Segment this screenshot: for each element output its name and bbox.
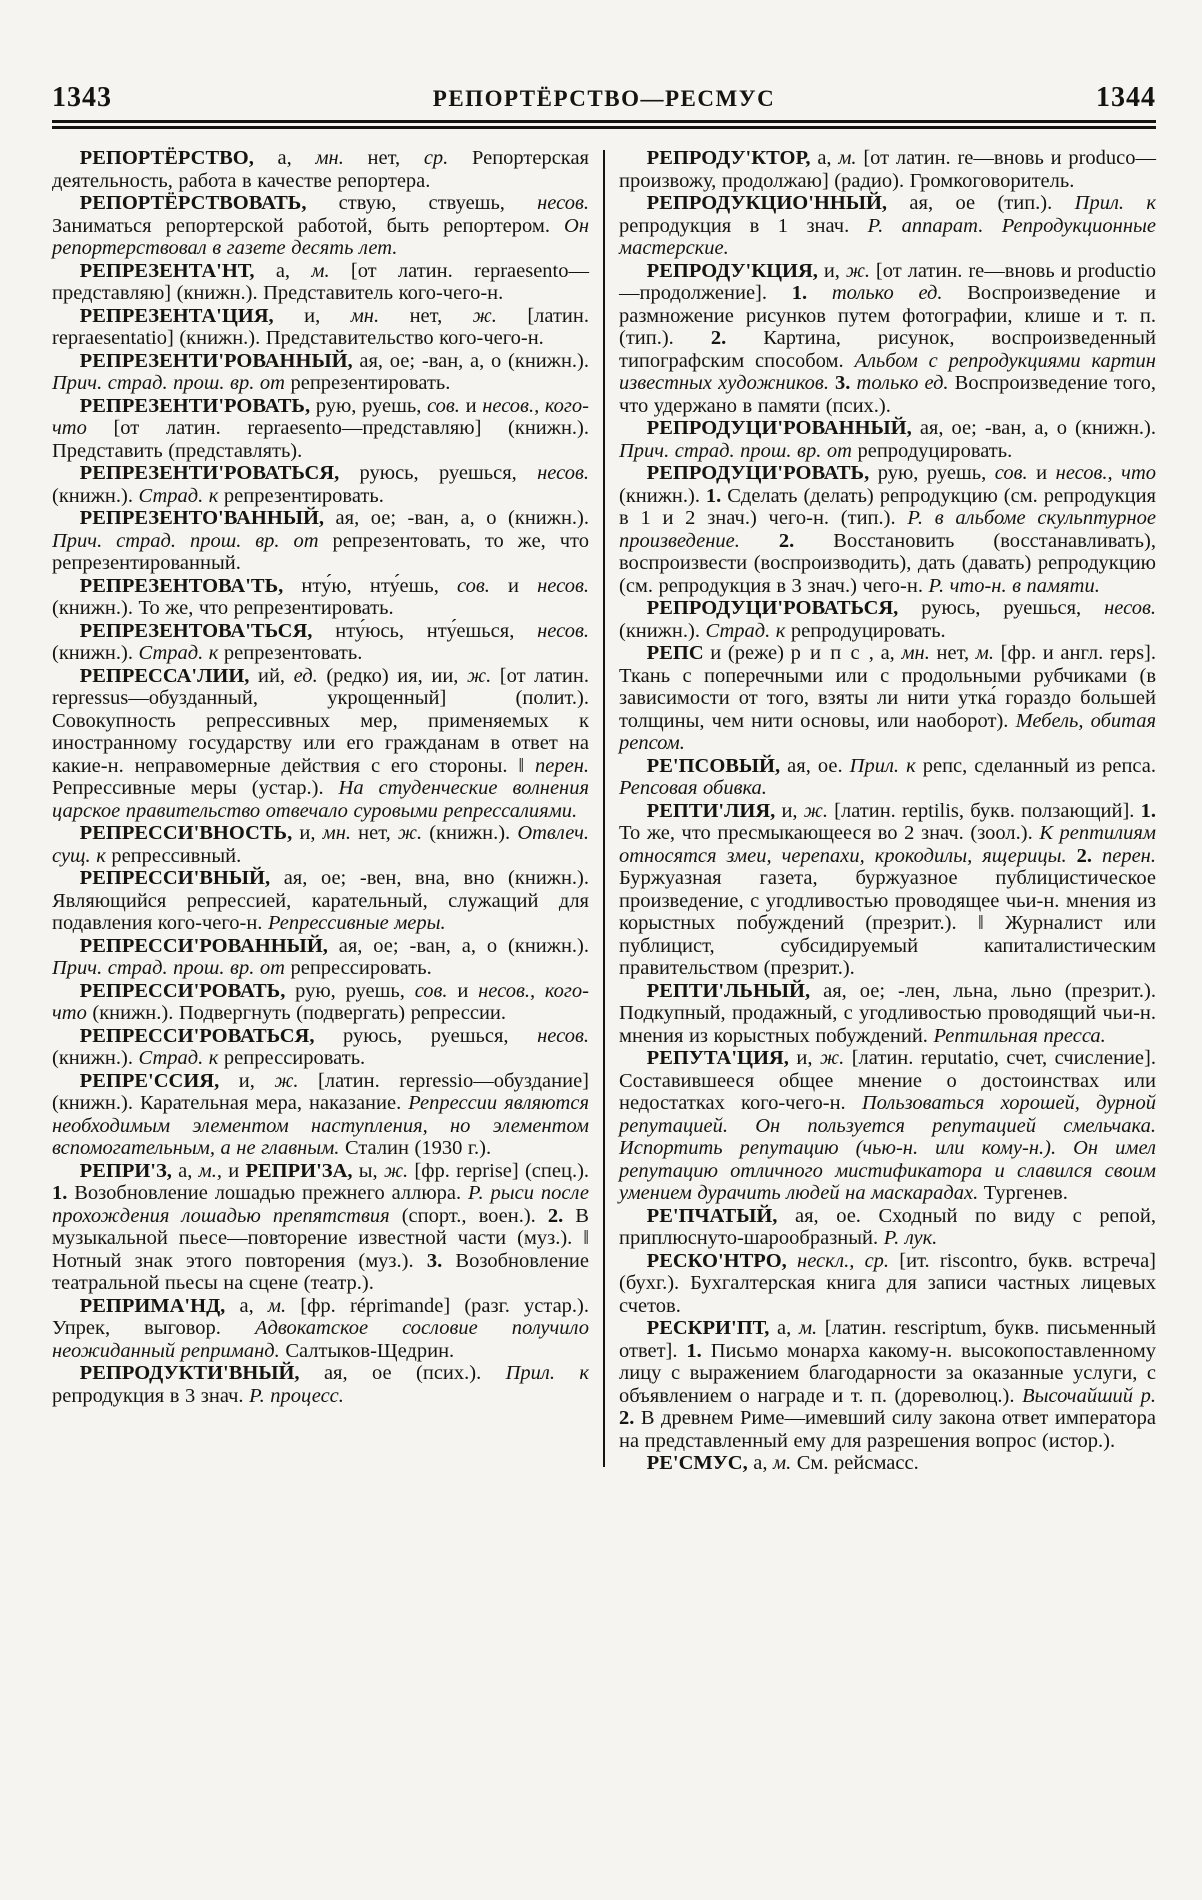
sense-number: 3.	[426, 1249, 443, 1272]
entry-text: Восстановить (восстанавливать), воспроизвести (воспроизводить), дать (давать) репродукцию (см. репродукция в 3 знач.) чего-н.	[619, 529, 1156, 597]
entry-text: Возобновление театральной пьесы на сцене (театр.).	[52, 1249, 589, 1294]
entry-text: Буржуазная газета, буржуазное публицистическое произведение, с угодливостью проводящее чьи-н. мнения из корыстных побуждений (презрит.). ‖ Журналист или публицист, субсидируемый капиталистическим правительством (презрит.).	[619, 867, 1156, 979]
entry-text: руюсь, руешься,	[898, 597, 1105, 619]
entry-text: а,	[254, 259, 312, 282]
italic-text: Страд. к	[138, 1047, 219, 1069]
entry-text: и,	[775, 799, 804, 822]
entry-text: ая, ое; -вен, вна, вно (книжн.). Являющийся репрессией, карательный, служащий для подавления кого-чего-н.	[52, 867, 589, 934]
italic-text: несов.	[537, 462, 589, 484]
entry-text: руюсь, руешься,	[339, 462, 538, 484]
entry-text: [фр. и англ. reps]. Ткань с поперечными или с продольными рубчиками (в зависимости от того, взяты ли нити утка́ гораздо большей толщины, чем нити основы, или наоборот).	[619, 642, 1156, 732]
headword: РЕПРЕССИ'ВНЫЙ,	[79, 867, 271, 889]
italic-text: Пользоваться хорошей, дурной репутацией. Он пользуется репутацией смельчака. Испортить репутацию (чью-н. или кому-н.). Он имел репутацию отличного мистификатора и славился своим умением дурачить людей на маскарадах.	[619, 1092, 1156, 1204]
entry-text: и	[222, 1159, 246, 1182]
italic-text: Отвлеч. сущ. к	[52, 822, 590, 867]
headword: РЕПРЕЗЕНТА'ЦИЯ,	[79, 304, 274, 327]
entry-text: ая, ое. Сходный по виду с репой, приплюснуто-шарообразный.	[619, 1204, 1156, 1249]
entry-text: Репортерская деятельность, работа в качестве репортера.	[52, 147, 589, 192]
headword: РЕПРИМА'НД,	[79, 1294, 226, 1317]
entry-text: (книжн.).	[619, 484, 706, 507]
dictionary-entry	[52, 980, 589, 1025]
entry-text: (книжн.). То же, что репрезентировать.	[52, 597, 394, 619]
dictionary-entry	[619, 1047, 1156, 1205]
entry-text: рую, руешь,	[310, 394, 428, 417]
italic-text: несов.	[537, 192, 589, 214]
headword-variant: РЕПРИ'ЗА,	[245, 1159, 353, 1182]
italic-text: ед.	[293, 664, 318, 687]
entry-text: [латин. reptilis, букв. ползающий].	[827, 799, 1141, 822]
entry-text: и,	[817, 259, 846, 282]
entry-text: ая, ое; -ван, а, о (книжн.).	[324, 507, 589, 529]
italic-text: Р. рыси после прохождения лошадью препятствия	[52, 1182, 589, 1227]
entry-text: (книжн.).	[52, 642, 139, 664]
dictionary-entry	[619, 597, 1156, 642]
dictionary-entry	[619, 755, 1156, 800]
entry-text: и,	[219, 1069, 275, 1092]
dictionary-entry	[619, 800, 1156, 980]
italic-text: перен.	[535, 754, 589, 777]
entry-text: Сделать (делать) репродукцию (см. репродукция в 1 и 2 знач.) чего-н. (тип.).	[619, 484, 1156, 529]
entry-text: и	[447, 979, 479, 1002]
dictionary-entry	[52, 665, 589, 823]
entry-text: Репрессивные меры (устар.).	[52, 777, 339, 799]
italic-text: мн.	[901, 642, 930, 664]
entry-text: рую, руешь,	[285, 979, 415, 1002]
italic-text: сов.	[414, 979, 448, 1002]
entry-text: репродукция в 3 знач.	[52, 1384, 250, 1407]
entry-text	[1067, 845, 1077, 867]
italic-text: ж.	[467, 664, 492, 687]
dictionary-entry	[52, 305, 589, 350]
entry-text: и	[459, 394, 483, 417]
sense-number: 1.	[791, 282, 808, 304]
headword: РЕПРЕЗЕНТОВА'ТЬСЯ,	[79, 619, 313, 642]
dictionary-entry	[619, 462, 1156, 597]
spaced-variant: рипс	[790, 642, 869, 664]
entry-text: а,	[747, 1452, 773, 1474]
italic-text: ср.	[423, 147, 449, 169]
headword: РЕСКО'НТРО,	[646, 1249, 787, 1272]
italic-text: несов., кого-что	[52, 394, 589, 439]
italic-text: несов.	[1104, 597, 1156, 619]
entry-text: и (реже)	[703, 642, 791, 664]
italic-text: ж.	[803, 799, 828, 822]
italic-text: перен.	[1101, 844, 1156, 867]
entry-text: репс, сделанный из репса.	[915, 754, 1156, 777]
italic-text: м.	[975, 642, 994, 664]
dictionary-entry	[52, 462, 589, 507]
dictionary-entry	[619, 1250, 1156, 1318]
dictionary-entry	[52, 1160, 589, 1295]
dictionary-entry	[619, 147, 1156, 192]
sense-number: 1.	[52, 1182, 68, 1204]
headword: РЕПТИ'ЛЬНЫЙ,	[646, 979, 811, 1002]
entry-text: В древнем Риме—имевший силу закона ответ императора на представленный ему для разрешения вопрос (истор.).	[619, 1407, 1156, 1452]
entry-text: репрезентовать.	[218, 642, 363, 664]
italic-text: Высочайший р.	[1022, 1384, 1156, 1407]
entry-text	[807, 282, 832, 304]
italic-text: только ед.	[856, 372, 949, 394]
dictionary-entry	[52, 395, 589, 463]
sense-number: 2.	[619, 1407, 635, 1429]
entry-text: и	[489, 574, 538, 597]
dictionary-entry	[52, 575, 589, 620]
italic-text: Страд. к	[705, 619, 786, 642]
headword: РЕПРИ'З,	[79, 1159, 172, 1182]
italic-text: Репсовая обивка.	[619, 777, 767, 799]
dictionary-entry	[52, 147, 589, 192]
italic-text: Прил. к	[849, 754, 916, 777]
italic-text: Прич. страд. прош. вр. от	[52, 372, 285, 394]
italic-text: Прич. страд. прош. вр. от	[52, 957, 285, 979]
headword: РЕПУТА'ЦИЯ,	[646, 1047, 789, 1069]
entry-text: репродуцировать.	[785, 619, 946, 642]
italic-text: Прич. страд. прош. вр. от	[52, 529, 319, 552]
entry-text: репрезентовать, то же, что репрезентированный.	[52, 529, 589, 574]
dictionary-entry	[52, 935, 589, 980]
headword: РЕПРЕ'ССИЯ,	[79, 1069, 220, 1092]
dictionary-entry	[52, 507, 589, 575]
entry-text: Картина, рисунок, воспроизведенный типографским способом.	[619, 327, 1157, 372]
entry-text: [ит. riscontro, букв. встреча] (бухг.). Бухгалтерская книга для записи частных лицевых счетов.	[619, 1249, 1156, 1317]
entry-text: Возобновление лошадью прежнего аллюра.	[67, 1182, 469, 1204]
italic-text: Страд. к	[138, 642, 219, 664]
sense-number: 1.	[1140, 799, 1156, 822]
entry-text: ая, ое; -ван, а, о (книжн.).	[352, 349, 589, 372]
entry-text: [фр. reprise] (спец.).	[408, 1159, 590, 1182]
headword: РЕПРОДУЦИ'РОВАННЫЙ,	[646, 417, 912, 439]
entry-text: [латин. rescriptum, букв. письменный ответ].	[619, 1317, 1156, 1362]
entry-text: а,	[810, 147, 839, 169]
headword: РЕПРЕЗЕНТИ'РОВАТЬСЯ,	[79, 462, 340, 484]
entry-text: репрессировать.	[284, 957, 432, 979]
headword: РЕПРЕЗЕНТОВА'ТЬ,	[79, 574, 284, 597]
dictionary-entry	[619, 1205, 1156, 1250]
italic-text: несов., что	[1055, 462, 1156, 484]
entry-text: репрессивный.	[105, 844, 242, 867]
italic-text: Р. в альбоме скульптурное произведение.	[619, 507, 1157, 552]
entry-text: (книжн.). Подвергнуть (подвергать) репрессии.	[86, 1002, 507, 1024]
italic-text: мн.	[350, 304, 380, 327]
entry-text: ая, ое; -лен, льна, льно (презрит.). Подкупный, продажный, с угодливостью проводящий чьи-н. мнения из корыстных побуждений.	[619, 979, 1156, 1047]
entry-text: нет,	[379, 304, 473, 327]
page-header	[0, 0, 1202, 118]
entry-text: а,	[253, 147, 316, 169]
entry-text	[1092, 845, 1102, 867]
italic-text: ж.	[845, 259, 871, 282]
dictionary-entry	[619, 192, 1156, 260]
sense-number: 2.	[710, 327, 727, 349]
entry-text: [латин. repraesentatio] (книжн.). Представительство кого-чего-н.	[52, 304, 589, 349]
entry-text: ствую, ствуешь,	[306, 192, 538, 214]
entry-text: [латин. reputatio, счет, счисление]. Составившееся общее мнение о достоинствах или недостатках кого-чего-н.	[619, 1047, 1156, 1114]
entry-text: [от латин. re—вновь и produco—произвожу, продолжаю] (радио). Громкоговоритель.	[619, 147, 1157, 192]
entry-text: [фр. réprimande] (разг. устар.). Упрек, выговор.	[52, 1294, 589, 1339]
entry-text: руюсь, руешься,	[314, 1024, 538, 1047]
headword: РЕПРЕССА'ЛИИ,	[79, 664, 250, 687]
italic-text: сов.	[994, 462, 1028, 484]
entry-text	[787, 1250, 797, 1272]
italic-text: Р. аппарат. Репродукционные мастерские.	[619, 214, 1156, 259]
italic-text: м.	[267, 1294, 287, 1317]
entry-text: , а,	[868, 642, 902, 664]
dictionary-entry	[52, 822, 589, 867]
italic-text: На студенческие волнения царское правительство отвечало суровыми репрессалиями.	[52, 777, 589, 822]
entry-text: Заниматься репортерской работой, быть репортером.	[52, 214, 565, 237]
entry-text: ий,	[249, 664, 294, 687]
entry-text: рую, руешь,	[869, 462, 995, 484]
italic-text: мн.	[315, 147, 344, 169]
dictionary-entry	[619, 260, 1156, 418]
entry-text: и,	[273, 304, 351, 327]
headword: РЕПРЕССИ'РОВАТЬ,	[79, 979, 286, 1002]
entry-text: [от латин. repraesento—представляю] (книжн.). Представить (представлять).	[52, 417, 589, 462]
entry-text: нту́юсь, нту́ешься,	[312, 619, 538, 642]
dictionary-entry	[619, 417, 1156, 462]
headword: РЕПОРТЁРСТВО,	[79, 147, 254, 169]
italic-text: Он репортерствовал в газете десять лет.	[52, 214, 589, 259]
sense-number: 1.	[686, 1339, 702, 1362]
entry-text: (книжн.).	[619, 619, 706, 642]
dictionary-entry	[619, 1452, 1156, 1475]
italic-text: ж.	[274, 1069, 299, 1092]
dictionary-entry	[52, 1070, 589, 1160]
italic-text: Р. процесс.	[249, 1384, 344, 1407]
entry-text: ая, ое; -ван, а, о (книжн.).	[911, 417, 1156, 439]
entry-text: ая, ое (тип.).	[887, 192, 1075, 214]
entry-text: репрессировать.	[218, 1047, 366, 1069]
italic-text: Страд. к	[138, 484, 219, 507]
italic-text: несов., кого-что	[52, 979, 590, 1024]
italic-text: Р. что-н. в памяти.	[928, 574, 1100, 597]
entry-text: а,	[225, 1294, 268, 1317]
dictionary-entry	[619, 980, 1156, 1048]
sense-number: 1.	[705, 484, 722, 507]
entry-text: В музыкальной пьесе—повторение известной части (муз.). ‖ Нотный знак этого повторения (муз.).	[52, 1204, 589, 1272]
entry-text: и,	[788, 1047, 820, 1069]
headword: РЕПРЕЗЕНТИ'РОВАТЬ,	[79, 394, 311, 417]
headword: РЕПРОДУКТИ'ВНЫЙ,	[79, 1362, 300, 1384]
italic-text: Рептильная пресса.	[933, 1024, 1106, 1047]
column-left	[52, 147, 603, 1475]
italic-text: Альбом с репродукциями картин известных художников.	[619, 349, 1156, 394]
italic-text: несов.	[537, 574, 589, 597]
headword: РЕПРОДУКЦИО'ННЫЙ,	[646, 192, 888, 214]
entry-text: То же, что пресмыкающееся во 2 знач. (зоол.).	[619, 822, 1040, 844]
entry-text: (книжн.).	[422, 822, 518, 844]
running-head: РЕПОРТЁРСТВО—РЕСМУС	[432, 86, 776, 111]
italic-text: Прил. к	[505, 1362, 589, 1384]
headword: РЕПОРТЁРСТВОВАТЬ,	[79, 192, 307, 214]
italic-text: Прил. к	[1074, 192, 1156, 214]
italic-text: ж.	[397, 822, 423, 844]
dictionary-entry	[52, 1295, 589, 1363]
italic-text: Р. лук.	[883, 1227, 938, 1249]
headword: РЕПРОДУ'КТОР,	[646, 147, 811, 169]
italic-text: только ед.	[831, 282, 943, 304]
dictionary-entry	[619, 642, 1156, 755]
entry-text: и,	[292, 822, 323, 844]
dictionary-entry	[52, 1025, 589, 1070]
entry-text: репродукция в 1 знач.	[619, 214, 868, 237]
entry-text: репрезентировать.	[284, 372, 451, 394]
italic-text: м.	[798, 1317, 818, 1339]
italic-text: нескл., ср.	[797, 1249, 890, 1272]
headword: РЕПТИ'ЛИЯ,	[646, 799, 776, 822]
headword: РЕПРЕЗЕНТА'НТ,	[79, 259, 255, 282]
entry-text: (спорт., воен.).	[389, 1204, 548, 1227]
entry-text: [от латин. re—вновь и productio—продолжение].	[619, 259, 1157, 304]
entry-text: нту́ю, нту́ешь,	[283, 574, 458, 597]
entry-text: Сталин (1930 г.).	[339, 1137, 492, 1159]
dictionary-entry	[52, 192, 589, 260]
sense-number: 2.	[1076, 844, 1092, 867]
dictionary-entry	[52, 260, 589, 305]
entry-text: и	[1027, 462, 1056, 484]
headword: РЕПРОДУЦИ'РОВАТЬСЯ,	[646, 597, 899, 619]
entry-text: Воспроизведение и размножение рисунков путем фотографии, клише и т. п. (тип.).	[619, 282, 1156, 349]
entry-text: Воспроизведение того, что удержано в памяти (псих.).	[619, 372, 1156, 417]
italic-text: мн.	[322, 822, 351, 844]
italic-text: несов.	[537, 619, 589, 642]
italic-text: м.	[311, 259, 330, 282]
entry-text: ая, ое; -ван, а, о (книжн.).	[327, 934, 589, 957]
entry-text: репродуцировать.	[851, 439, 1013, 462]
entry-text: Салтыков-Щедрин.	[279, 1339, 455, 1362]
entry-text: ая, ое (псих.).	[299, 1362, 506, 1384]
entry-text: ы,	[352, 1159, 384, 1182]
headword: РЕПРЕССИ'ВНОСТЬ,	[79, 822, 293, 844]
dictionary-entry	[52, 350, 589, 395]
italic-text: К рептилиям относятся змеи, черепахи, крокодилы, ящерицы.	[619, 822, 1156, 867]
column-right	[605, 147, 1156, 1475]
entry-text: [от латин. repraesento—представляю] (книжн.). Представитель кого-чего-н.	[52, 259, 590, 304]
italic-text: сов.	[427, 394, 460, 417]
italic-text: Мебель, обитая репсом.	[619, 709, 1156, 754]
sense-number: 2.	[778, 529, 795, 552]
dictionary-body	[52, 147, 1156, 1475]
entry-text: репрезентировать.	[218, 484, 384, 507]
headword: РЕ'ПЧАТЫЙ,	[646, 1204, 778, 1227]
sense-number: 2.	[547, 1204, 564, 1227]
italic-text: ж.	[383, 1159, 409, 1182]
page-number-left: 1343	[52, 82, 112, 113]
dictionary-entry	[52, 867, 589, 935]
entry-text: а,	[171, 1159, 199, 1182]
headword: РЕПРЕЗЕНТО'ВАННЫЙ,	[79, 507, 325, 529]
italic-text: Репрессивные меры.	[267, 912, 446, 934]
headword: РЕ'ПСОВЫЙ,	[646, 754, 781, 777]
headword: РЕПРЕССИ'РОВАННЫЙ,	[79, 934, 328, 957]
entry-text: [от латин. repressus—обузданный, укрощенный] (полит.). Совокупность репрессивных мер, применяемых к иностранному государству или его гражданам в ответ на какие-н. неправомерные действия с его стороны. ‖	[52, 664, 589, 777]
header-rule	[52, 120, 1156, 129]
entry-text: нет,	[929, 642, 976, 664]
page-number-right: 1344	[1096, 82, 1156, 113]
italic-text: несов.	[537, 1024, 589, 1047]
entry-text: (редко) ия, ии,	[317, 664, 468, 687]
headword: РЕПРЕССИ'РОВАТЬСЯ,	[79, 1024, 315, 1047]
italic-text: м.	[773, 1452, 792, 1474]
headword: РЕПРОДУЦИ'РОВАТЬ,	[646, 462, 870, 484]
entry-text	[740, 530, 779, 552]
entry-text: ая, ое.	[780, 754, 850, 777]
entry-text: нет,	[351, 822, 398, 844]
italic-text: Репрессии являются необходимым элементом наступления, но элементом вспомогательным, а не главным.	[52, 1092, 589, 1159]
dictionary-entry	[52, 1362, 589, 1407]
headword: РЕПС	[646, 642, 704, 664]
italic-text: м.,	[198, 1159, 222, 1182]
entry-text: См. рейсмасс.	[791, 1452, 919, 1474]
headword: РЕПРЕЗЕНТИ'РОВАННЫЙ,	[79, 349, 353, 372]
entry-text: (книжн.).	[52, 1047, 139, 1069]
italic-text: Прич. страд. прош. вр. от	[619, 439, 852, 462]
entry-text: нет,	[343, 147, 424, 169]
italic-text: ж.	[820, 1047, 845, 1069]
dictionary-entry	[619, 1317, 1156, 1452]
dictionary-entry	[52, 620, 589, 665]
italic-text: ж.	[472, 304, 497, 327]
italic-text: м.	[838, 147, 857, 169]
headword: РЕПРОДУ'КЦИЯ,	[646, 259, 818, 282]
italic-text: Адвокатское сословие получило неожиданный реприманд.	[52, 1317, 589, 1362]
entry-text: Тургенев.	[978, 1182, 1068, 1204]
italic-text: сов.	[457, 574, 490, 597]
entry-text: (книжн.).	[52, 484, 139, 507]
headword: РЕ'СМУС,	[646, 1452, 748, 1474]
headword: РЕСКРИ'ПТ,	[646, 1317, 770, 1339]
sense-number: 3.	[835, 372, 851, 394]
entry-text: а,	[769, 1317, 799, 1339]
entry-text: [латин. repressio—обуздание] (книжн.). Карательная мера, наказание.	[52, 1069, 590, 1114]
entry-text: Письмо монарха какому-н. высокопоставленному лицу с выражением благодарности за оказанные услуги, с объявлением о награде и т. п. (дореволюц.).	[619, 1339, 1157, 1407]
